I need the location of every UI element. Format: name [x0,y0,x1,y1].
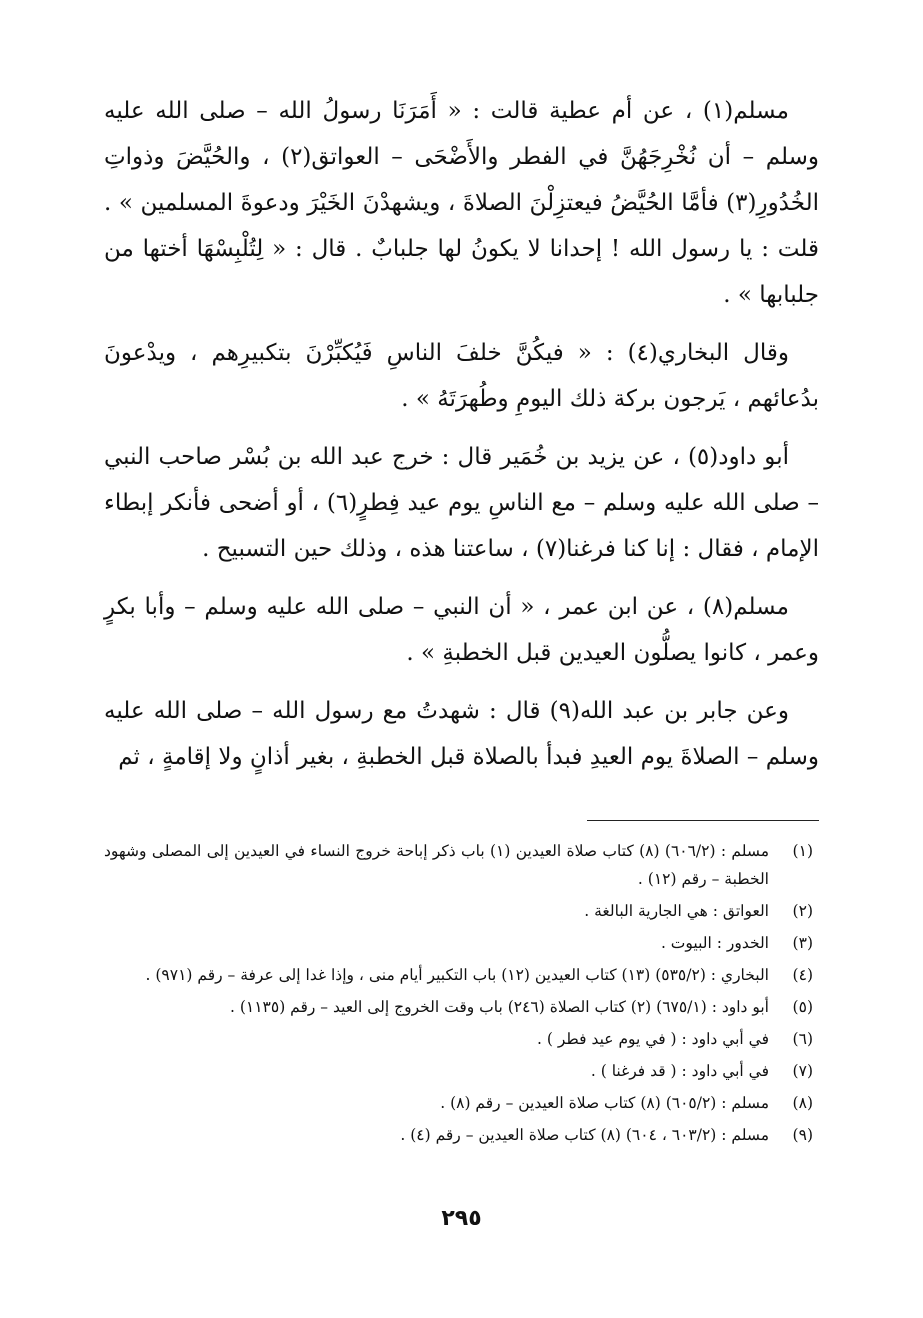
footnote [104,1121,819,1149]
footnote-number: (٢) [792,902,813,920]
footnote-divider [587,820,819,821]
footnote-text: في أبي داود : ( في يوم عيد فطر ) . [537,1030,769,1048]
footnote-text: أبو داود : (٦٧٥/١) (٢) كتاب الصلاة (٢٤٦) باب وقت الخروج إلى العيد – رقم (١١٣٥) . [229,998,769,1016]
footnote-number: (٩) [792,1126,813,1144]
footnote [104,1057,819,1085]
footnote-text: في أبي داود : ( قد فرغنا ) . [590,1062,769,1080]
footnote-text: العواتق : هي الجارية البالغة . [584,902,769,920]
footnote-number: (١) [792,842,813,860]
footnote-text: مسلم : (٦٠٣/٢ ، ٦٠٤) (٨) كتاب صلاة العيدين – رقم (٤) . [400,1126,769,1144]
paragraph: وعن جابر بن عبد الله(٩) قال : شهدتُ مع رسول الله – صلى الله عليه وسلم – الصلاةَ يوم العيدِ فبدأ بالصلاة قبل الخطبةِ ، بغير أذانٍ ولا إقامةٍ ، ثم [104,698,819,770]
footnote-number: (٧) [792,1062,813,1080]
page-number: ٢٩٥ [441,1206,482,1231]
footnote [104,1025,819,1053]
footnote [104,837,819,893]
footnote [104,961,819,989]
footnote-text: مسلم : (٦٠٦/٢) (٨) كتاب صلاة العيدين (١) باب ذكر إباحة خروج النساء في العيدين إلى المصلى وشهود الخطبة – رقم (١٢) . [104,842,769,888]
footnote-text: الخدور : البيوت . [660,934,769,952]
footnote-number: (٤) [792,966,813,984]
paragraph: أبو داود(٥) ، عن يزيد بن خُمَير قال : خرج عبد الله بن بُسْر صاحب النبي – صلى الله عليه وسلم – مع الناسِ يوم عيد فِطرٍ(٦) ، أو أضحى فأنكر إبطاء الإمام ، فقال : إنا كنا فرغنا(٧) ، ساعتنا هذه ، وذلك حين التسبيح . [104,444,819,562]
footnote-text: مسلم : (٦٠٥/٢) (٨) كتاب صلاة العيدين – رقم (٨) . [440,1094,769,1112]
footnote [104,1089,819,1117]
paragraph: مسلم(٨) ، عن ابن عمر ، « أن النبي – صلى الله عليه وسلم – وأبا بكرٍ وعمر ، كانوا يصلُّون العيدين قبل الخطبةِ » . [104,594,819,666]
footnotes [104,837,819,1149]
paragraph: مسلم(١) ، عن أم عطية قالت : « أَمَرَنَا رسولُ الله – صلى الله عليه وسلم – أن نُخْرِجَهُنَّ في الفطر والأَضْحَى – العواتق(٢) ، والحُيَّضَ وذواتِ الخُدُورِ(٣) فأمَّا الحُيَّضُ فيعتزِلْنَ الصلاةَ ، ويشهدْنَ الخَيْرَ ودعوةَ المسلمين » . قلت : يا رسول الله ! إحدانا لا يكونُ لها جلبابٌ . قال : « لِتُلْبِسْهَا أختها من جلبابها » . [104,98,819,308]
footnote-number: (٨) [792,1094,813,1112]
footnote-number: (٦) [792,1030,813,1048]
footnote [104,897,819,925]
paragraph: وقال البخاري(٤) : « فيكُنَّ خلفَ الناسِ فَيُكبِّرْنَ بتكبيرِهم ، ويدْعونَ بدُعائهم ، يَرجون بركة ذلك اليومِ وطُهرَتَهُ » . [104,340,819,412]
footnote-text: البخاري : (٥٣٥/٢) (١٣) كتاب العيدين (١٢) باب التكبير أيام منى ، وإذا غدا إلى عرفة – رقم (٩٧١) . [145,966,769,984]
footnote [104,929,819,957]
page [104,88,819,1318]
footnote-number: (٥) [792,998,813,1016]
main-text [104,88,819,780]
footnote-number: (٣) [792,934,813,952]
footnote [104,993,819,1021]
